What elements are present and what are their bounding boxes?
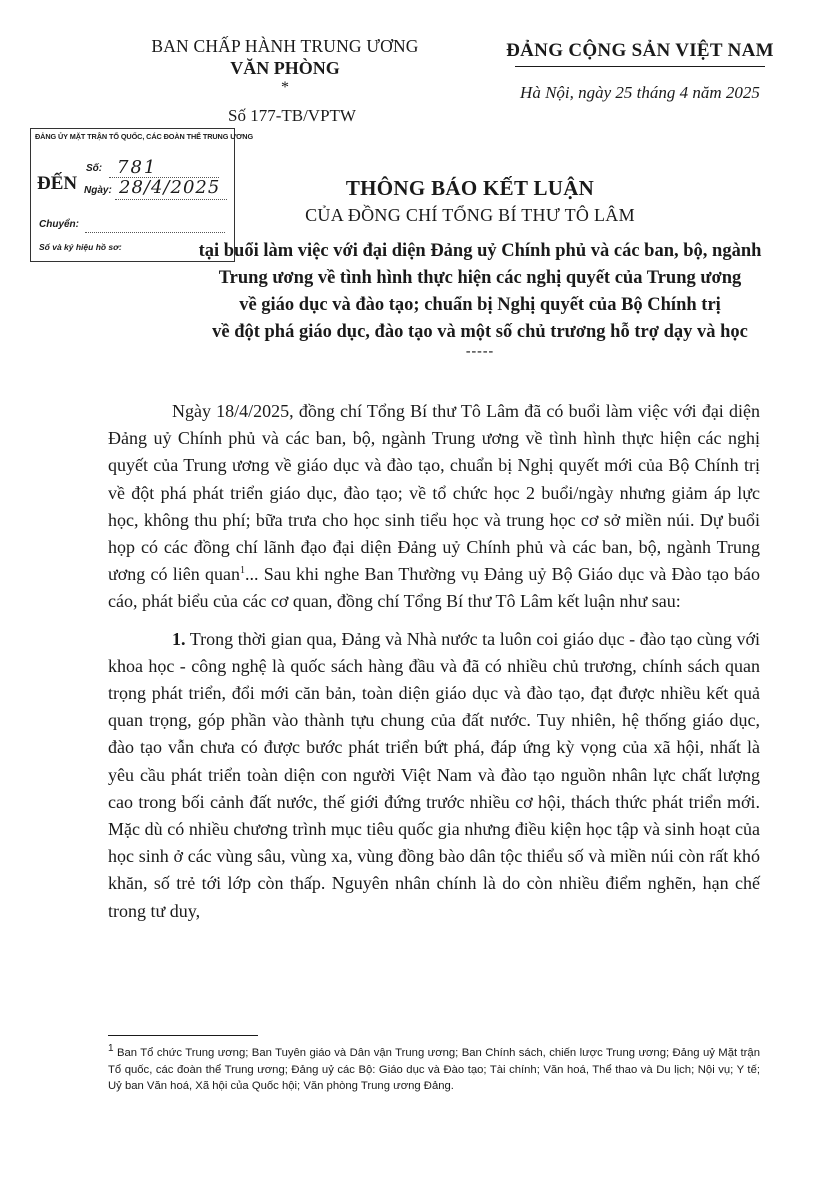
title-line-2: Trung ương về tình hình thực hiện các nghị quyết của Trung ương xyxy=(218,268,742,288)
title-description xyxy=(130,238,830,358)
document-title: THÔNG BÁO KẾT LUẬN xyxy=(345,176,595,200)
stamp-number-label: Số: xyxy=(86,163,103,174)
stamp-forward-dots xyxy=(85,232,225,233)
footnote-divider xyxy=(108,1035,258,1036)
paragraph-intro xyxy=(108,398,760,616)
issuer-organization: BAN CHẤP HÀNH TRUNG ƯƠNG xyxy=(151,36,419,56)
stamp-den: ĐẾN xyxy=(37,173,78,194)
stamp-date-value: 28/4/2025 xyxy=(119,177,221,198)
stamp-date-label: Ngày: xyxy=(84,185,112,196)
title-block xyxy=(100,176,840,226)
stamp-number-value: 781 xyxy=(117,157,158,178)
footnote xyxy=(108,1045,760,1095)
paragraph-1-text: Trong thời gian qua, Đảng và Nhà nước ta luôn coi giáo dục - đào tạo cùng với khoa học - công nghệ là quốc sách hàng đầu và đã có nhiều chủ trương, chính sách quan trọng phát triển, đổi mới căn bản, toàn diện giáo dục và đào tạo, đạt được nhiều kết quả quan trọng, góp phần vào thành tựu chung của đất nước. Tuy nhiên, hệ thống giáo dục, đào tạo vẫn chưa có được bước phát triển bứt phá, đáp ứng kỳ vọng của xã hội, nhất là yêu cầu phát triển toàn diện con người Việt Nam và đào tạo nguồn nhân lực chất lượng cao trong bối cảnh đất nước, thế giới đứng trước nhiều cơ hội, thách thức phát triển mới. Mặc dù có nhiều chương trình mục tiêu quốc gia nhưng điều kiện học tập và sinh hoạt của học sinh ở các vùng sâu, vùng xa, vùng đồng bào dân tộc thiểu số và miền núi còn rất khó khăn, số trẻ tới lớp còn thấp. Nguyên nhân chính là do còn nhiều điểm nghẽn, hạn chế trong tư duy, xyxy=(108,628,760,921)
party-header-block xyxy=(470,40,810,103)
issue-date: Hà Nội, ngày 25 tháng 4 năm 2025 xyxy=(520,83,760,102)
title-line-1: tại buổi làm việc với đại diện Đảng uỷ Chính phủ và các ban, bộ, ngành xyxy=(198,241,762,261)
footnote-number: 1 xyxy=(108,1043,114,1055)
stamp-forward-label: Chuyển: xyxy=(39,219,79,230)
footnote-text: Ban Tổ chức Trung ương; Ban Tuyên giáo và Dân vận Trung ương; Ban Chính sách, chiến lược Trung ương; Đảng uỷ Mặt trận Tổ quốc, các đoàn thể Trung ương; Đảng uỷ các Bộ: Giáo dục và Đào tạo; Tài chính; Văn hoá, Thể thao và Du lịch; Nội vụ; Y tế; Uỷ ban Văn hoá, Xã hội của Quốc hội; Văn phòng Trung ương Đảng. xyxy=(108,1047,760,1093)
issuer-star: * xyxy=(281,79,289,96)
issuer-block xyxy=(110,36,460,95)
footnote-ref: 1 xyxy=(239,565,245,577)
party-name: ĐẢNG CỘNG SẢN VIỆT NAM xyxy=(506,40,774,61)
title-line-3: về giáo dục và đào tạo; chuẩn bị Nghị quyết của Bộ Chính trị xyxy=(239,295,721,315)
intro-text: Ngày 18/4/2025, đồng chí Tổng Bí thư Tô Lâm đã có buổi làm việc với đại diện Đảng uỷ Chính phủ và các ban, bộ, ngành Trung ương về tình hình thực hiện các nghị quyết của Trung ương về giáo dục và đào tạo, chuẩn bị Nghị quyết mới của Bộ Chính trị về đột phá phát triển giáo dục, đào tạo; về tổ chức học 2 buổi/ngày nhưng giảm áp lực học, không thu phí; bữa trưa cho học sinh tiểu học và trung học cơ sở miền núi. Dự buổi họp có các đồng chí lãnh đạo đại diện Đảng uỷ Chính phủ và các ban, bộ, ngành Trung ương có liên quan xyxy=(108,401,760,585)
intro-text-end: ... Sau khi nghe Ban Thường vụ Đảng uỷ Bộ Giáo dục và Đào tạo báo cáo, phát biểu của các cơ quan, đồng chí Tổng Bí thư Tô Lâm kết luận như sau: xyxy=(108,564,761,612)
paragraph-1 xyxy=(108,626,760,925)
document-body xyxy=(108,398,760,925)
stamp-title: ĐẢNG ỦY MẶT TRẬN TỔ QUỐC, CÁC ĐOÀN THỂ TRUNG ƯƠNG xyxy=(35,132,254,141)
title-separator: ----- xyxy=(465,344,495,359)
document-subtitle: CỦA ĐỒNG CHÍ TỔNG BÍ THƯ TÔ LÂM xyxy=(305,205,635,225)
party-underline xyxy=(515,66,765,67)
document-number: Số 177-TB/VPTW xyxy=(228,106,356,125)
paragraph-1-number: 1. xyxy=(172,628,186,649)
issuer-office: VĂN PHÒNG xyxy=(230,58,340,78)
title-line-4: về đột phá giáo dục, đào tạo và một số chủ trương hỗ trợ dạy và học xyxy=(212,322,748,342)
stamp-file-label: Số và ký hiệu hồ sơ: xyxy=(39,242,122,252)
